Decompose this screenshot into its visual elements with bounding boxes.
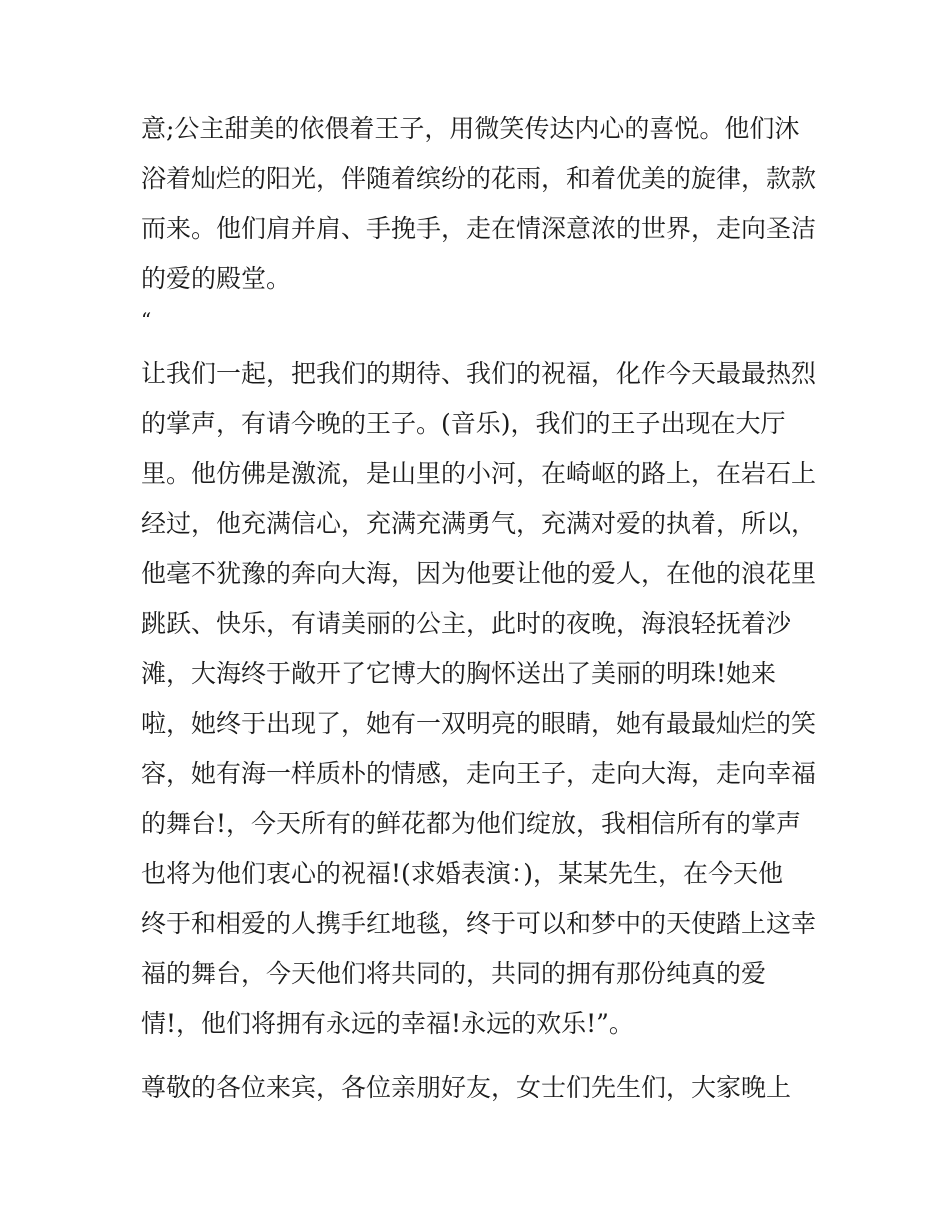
text-line: 浴着灿烂的阳光，伴随着缤纷的花雨，和着优美的旋律，款款 xyxy=(141,164,817,193)
text-line: 跳跃、快乐，有请美丽的公主，此时的夜晚，海浪轻抚着沙 xyxy=(141,609,792,638)
text-line: 终于和相爱的人携手红地毯，终于可以和梦中的天使踏上这幸 xyxy=(141,909,817,938)
text-line: 情!，他们将拥有永远的幸福!永远的欢乐!”。 xyxy=(141,1009,634,1038)
paragraph-1 xyxy=(141,104,821,304)
text-line: 而来。他们肩并肩、手挽手，走在情深意浓的世界，走向圣洁 xyxy=(141,214,817,243)
text-line: 容，她有海一样质朴的情感，走向王子，走向大海，走向幸福 xyxy=(141,759,817,788)
text-line: 滩，大海终于敞开了它博大的胸怀送出了美丽的明珠!她来 xyxy=(141,659,777,688)
text-line: 尊敬的各位来宾，各位亲朋好友，女士们先生们，大家晚上 xyxy=(141,1073,792,1102)
paragraph-2 xyxy=(141,349,821,1049)
text-line: 里。他仿佛是激流，是山里的小河，在崎岖的路上，在岩石上 xyxy=(141,459,817,488)
text-line: 的掌声，有请今晚的王子。(音乐)，我们的王子出现在大厅 xyxy=(141,409,786,438)
text-line: 福的舞台，今天他们将共同的，共同的拥有那份纯真的爱 xyxy=(141,959,767,988)
opening-quote-mark: “ xyxy=(141,308,152,332)
text-line: 他毫不犹豫的奔向大海，因为他要让他的爱人，在他的浪花里 xyxy=(141,559,817,588)
text-line: 经过，他充满信心，充满充满勇气，充满对爱的执着，所以， xyxy=(141,509,817,538)
text-line: 的舞台!，今天所有的鲜花都为他们绽放，我相信所有的掌声 xyxy=(141,809,802,838)
paragraph-3 xyxy=(141,1063,821,1113)
text-line: 的爱的殿堂。 xyxy=(141,264,292,293)
text-line: 也将为他们衷心的祝福!(求婚表演：)，某某先生，在今天他 xyxy=(141,859,784,888)
text-line: 啦，她终于出现了，她有一双明亮的眼睛，她有最最灿烂的笑 xyxy=(141,709,817,738)
text-line: 让我们一起，把我们的期待、我们的祝福，化作今天最最热烈 xyxy=(141,359,817,388)
text-line: 意;公主甜美的依偎着王子，用微笑传达内心的喜悦。他们沐 xyxy=(141,114,800,143)
